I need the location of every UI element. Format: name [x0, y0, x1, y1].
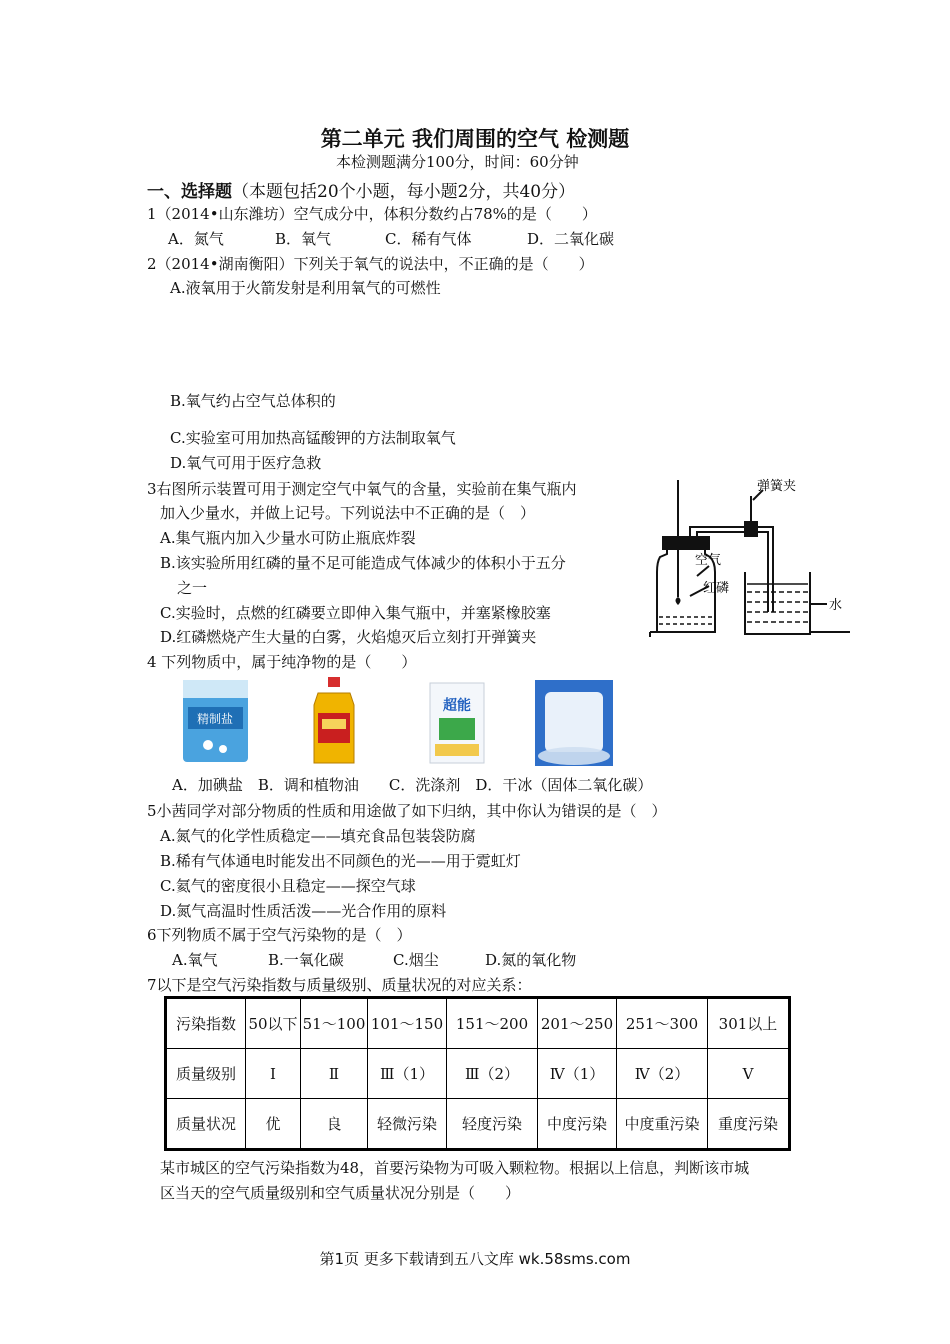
q6-stem: 6下列物质不属于空气污染物的是（ ） — [147, 926, 412, 944]
table-cell: 301以上 — [708, 998, 790, 1049]
section-heading-note: （本题包括20个小题，每小题2分，共40分） — [232, 182, 576, 202]
table-cell: 151～200 — [447, 998, 538, 1049]
q5-option-b: B.稀有气体通电时能发出不同颜色的光——用于霓虹灯 — [160, 852, 521, 870]
q5-option-c: C.氦气的密度很小且稳定——探空气球 — [160, 877, 416, 895]
fig-label-air: 空气 — [695, 553, 722, 568]
table-cell: 中度重污染 — [617, 1099, 708, 1150]
table-cell: 污染指数 — [166, 998, 246, 1049]
table-cell: Ⅳ（2） — [617, 1049, 708, 1099]
oxygen-apparatus-figure — [645, 472, 850, 642]
cooking-oil-image — [310, 675, 360, 767]
q1-option-c: C．稀有气体 — [385, 230, 472, 248]
q5-stem: 5小茜同学对部分物质的性质和用途做了如下归纳，其中你认为错误的是（ ） — [147, 802, 667, 820]
salt-bag-label: 精制盐 — [196, 712, 234, 726]
table-cell: 轻度污染 — [447, 1099, 538, 1150]
q6-option-d: D.氮的氧化物 — [485, 951, 577, 969]
q6-option-a: A.氧气 — [172, 951, 218, 969]
q1-option-d: D．二氧化碳 — [527, 230, 615, 248]
q2-stem: 2（2014•湖南衡阳）下列关于氧气的说法中，不正确的是（ ） — [147, 255, 594, 273]
page-footer: 第1页 更多下载请到五八文库 wk.58sms.com — [319, 1250, 631, 1268]
table-cell: 51～100 — [301, 998, 368, 1049]
q4-stem: 4 下列物质中，属于纯净物的是（ ） — [147, 653, 417, 671]
detergent-image — [427, 680, 487, 766]
table-cell: Ⅴ — [708, 1049, 790, 1099]
dry-ice-image — [535, 680, 613, 766]
q7-followup-line1: 某市城区的空气污染指数为48，首要污染物为可吸入颗粒物。根据以上信息，判断该市城 — [160, 1159, 750, 1177]
q3-option-b-line2: 之一 — [177, 579, 208, 597]
detergent-box-label: 超能 — [443, 698, 471, 714]
q1-option-b: B．氧气 — [275, 230, 332, 248]
q3-option-b-line1: B.该实验所用红磷的量不足可能造成气体减少的体积小于五分 — [160, 554, 566, 572]
q3-line2: 加入少量水，并做上记号。下列说法中不正确的是（ ） — [160, 504, 536, 522]
table-cell: Ⅲ（2） — [447, 1049, 538, 1099]
q5-option-a: A.氮气的化学性质稳定——填充食品包装袋防腐 — [160, 827, 476, 845]
section-heading — [147, 177, 575, 202]
table-cell: Ⅳ（1） — [538, 1049, 617, 1099]
iodized-salt-image — [178, 677, 253, 765]
table-cell: 251～300 — [617, 998, 708, 1049]
table-cell: 质量状况 — [166, 1099, 246, 1150]
q2-option-d: D.氧气可用于医疗急救 — [170, 454, 322, 472]
q7-stem: 7以下是空气污染指数与质量级别、质量状况的对应关系： — [147, 976, 532, 994]
fig-label-phosphorus: 红磷 — [703, 581, 730, 596]
table-cell: 轻微污染 — [368, 1099, 447, 1150]
page-title: 第二单元 我们周围的空气 检测题 — [320, 126, 630, 151]
q6-option-b: B.一氧化碳 — [268, 951, 344, 969]
section-heading-label: 一、选择题 — [147, 182, 232, 202]
table-cell: 质量级别 — [166, 1049, 246, 1099]
fig-label-clip: 弹簧夹 — [757, 479, 797, 494]
q2-option-c: C.实验室可用加热高锰酸钾的方法制取氧气 — [170, 429, 456, 447]
table-cell: 优 — [246, 1099, 301, 1150]
q3-option-c: C.实验时，点燃的红磷要立即伸入集气瓶中，并塞紧橡胶塞 — [160, 604, 551, 622]
page-subtitle: 本检测题满分100分，时间：60分钟 — [336, 153, 579, 171]
q3-line1: 3右图所示装置可用于测定空气中氧气的含量，实验前在集气瓶内 — [147, 480, 577, 498]
q3-option-d: D.红磷燃烧产生大量的白雾，火焰熄灭后立刻打开弹簧夹 — [160, 628, 537, 646]
table-cell: 中度污染 — [538, 1099, 617, 1150]
table-cell: 50以下 — [246, 998, 301, 1049]
table-cell: 重度污染 — [708, 1099, 790, 1150]
q2-option-a: A.液氧用于火箭发射是利用氧气的可燃性 — [170, 279, 441, 297]
table-row — [166, 1099, 790, 1150]
pollution-index-table — [164, 996, 791, 1151]
q2-option-b: B.氧气约占空气总体积的 — [170, 392, 336, 410]
q4-options: A．加碘盐 B．调和植物油 C．洗涤剂 D．干冰（固体二氧化碳） — [172, 776, 653, 794]
fig-label-water: 水 — [829, 598, 843, 613]
table-cell: Ⅰ — [246, 1049, 301, 1099]
q7-followup-line2: 区当天的空气质量级别和空气质量状况分别是（ ） — [160, 1184, 521, 1202]
table-cell: 201～250 — [538, 998, 617, 1049]
table-cell: 良 — [301, 1099, 368, 1150]
q1-stem: 1（2014•山东潍坊）空气成分中，体积分数约占78%的是（ ） — [147, 205, 597, 223]
q5-option-d: D.氮气高温时性质活泼——光合作用的原料 — [160, 902, 447, 920]
table-cell: Ⅱ — [301, 1049, 368, 1099]
q3-option-a: A.集气瓶内加入少量水可防止瓶底炸裂 — [160, 529, 416, 547]
table-cell: 101～150 — [368, 998, 447, 1049]
q1-option-a: A．氮气 — [168, 230, 224, 248]
table-row — [166, 1049, 790, 1099]
q6-option-c: C.烟尘 — [393, 951, 439, 969]
table-cell: Ⅲ（1） — [368, 1049, 447, 1099]
table-row — [166, 998, 790, 1049]
